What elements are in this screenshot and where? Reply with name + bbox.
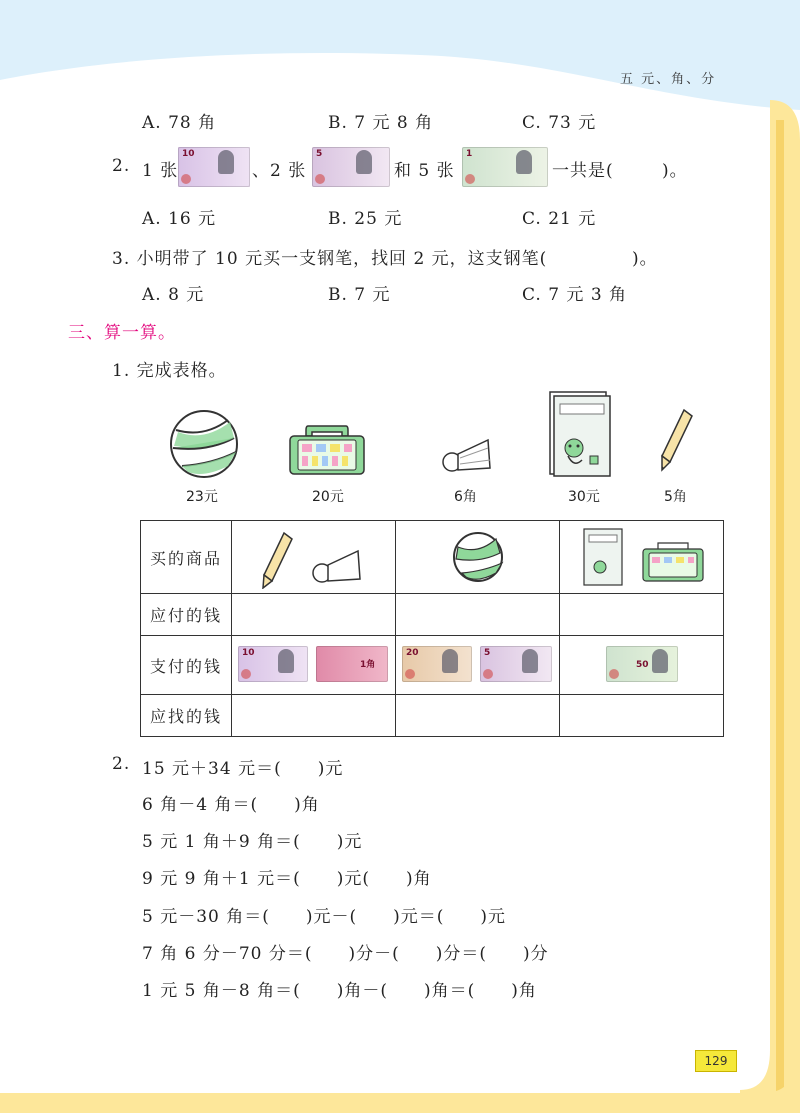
equation-line-5[interactable]: 5 元－30 角＝( )元－( )元＝( )元	[142, 907, 507, 927]
q2-option-b[interactable]: B. 25 元	[328, 209, 403, 229]
row-label-items: 买的商品	[141, 521, 232, 594]
q2-text-5: )。	[662, 161, 688, 181]
table-row	[141, 636, 724, 695]
banknote-5-yuan-icon: 5	[480, 646, 552, 682]
q2-text-3: 和 5 张	[394, 161, 455, 181]
volleyball-icon	[168, 408, 240, 480]
q3-text: 3. 小明带了 10 元买一支钢笔，找回 2 元，这支钢笔(	[112, 249, 548, 269]
change-cell-3[interactable]	[560, 695, 724, 737]
chapter-title: 五 元、角、分	[620, 72, 717, 87]
q3-option-b[interactable]: B. 7 元	[328, 285, 391, 305]
banknote-20-yuan-icon: 20	[402, 646, 472, 682]
task2-number: 2.	[112, 754, 131, 774]
due-cell-1[interactable]	[232, 594, 396, 636]
row-label-due: 应付的钱	[141, 594, 232, 636]
paid-cell-2	[396, 636, 560, 695]
price-pencil-case: 20元	[312, 489, 344, 505]
change-cell-1[interactable]	[232, 695, 396, 737]
price-book: 30元	[568, 489, 600, 505]
banknote-5-yuan-icon: 5	[312, 147, 390, 187]
q2-option-c[interactable]: C. 21 元	[522, 209, 597, 229]
q2-option-a[interactable]: A. 16 元	[142, 209, 217, 229]
banknote-50-yuan-icon: 50	[606, 646, 678, 682]
banknote-10-yuan-icon: 10	[238, 646, 308, 682]
equation-line-7[interactable]: 1 元 5 角－8 角＝( )角－( )角＝( )角	[142, 981, 537, 1001]
q2-number: 2.	[112, 156, 131, 176]
equation-line-4[interactable]: 9 元 9 角＋1 元＝( )元( )角	[142, 869, 432, 889]
equation-line-6[interactable]: 7 角 6 分－70 分＝( )分－( )分＝( )分	[142, 944, 549, 964]
banknote-1-jiao-icon: 1角	[316, 646, 388, 682]
q1-option-c[interactable]: C. 73 元	[522, 113, 597, 133]
equation-line-2[interactable]: 6 角－4 角＝( )角	[142, 795, 320, 815]
footer-background	[0, 1073, 800, 1113]
q2-text-1: 1 张	[142, 161, 179, 181]
pencil-icon	[260, 531, 294, 589]
paid-cell-3	[560, 636, 724, 695]
q1-option-a[interactable]: A. 78 角	[142, 113, 217, 133]
task1-title: 1. 完成表格。	[112, 361, 227, 381]
row-label-change: 应找的钱	[141, 695, 232, 737]
pencil-case-icon	[640, 539, 706, 585]
book-icon	[582, 527, 626, 587]
price-volleyball: 23元	[186, 489, 218, 505]
banknote-10-yuan-icon: 10	[178, 147, 250, 187]
shuttlecock-icon	[310, 545, 362, 585]
paid-cell-1	[232, 636, 396, 695]
q3-option-c[interactable]: C. 7 元 3 角	[522, 285, 628, 305]
page-number: 129	[695, 1050, 737, 1072]
equation-line-1[interactable]: 15 元＋34 元＝( )元	[142, 759, 344, 779]
due-cell-2[interactable]	[396, 594, 560, 636]
price-pencil: 5角	[664, 489, 687, 505]
table-row	[141, 521, 724, 594]
section-title: 三、算一算。	[68, 323, 176, 343]
shopping-table	[140, 520, 724, 737]
change-cell-2[interactable]	[396, 695, 560, 737]
q3-option-a[interactable]: A. 8 元	[142, 285, 205, 305]
volleyball-icon	[452, 531, 504, 583]
page-edge-decoration	[740, 0, 800, 1113]
pencil-case-icon	[286, 420, 368, 478]
equation-line-3[interactable]: 5 元 1 角＋9 角＝( )元	[142, 832, 363, 852]
table-row	[141, 695, 724, 737]
q2-text-4: 一共是(	[552, 161, 614, 181]
banknote-1-yuan-icon: 1	[462, 147, 548, 187]
row-label-paid: 支付的钱	[141, 636, 232, 695]
shuttlecock-icon	[440, 434, 492, 474]
items-cell-1	[232, 521, 396, 594]
pencil-icon	[658, 408, 694, 472]
q2-text-2: 、2 张	[252, 161, 307, 181]
q1-option-b[interactable]: B. 7 元 8 角	[328, 113, 434, 133]
due-cell-3[interactable]	[560, 594, 724, 636]
items-cell-2	[396, 521, 560, 594]
book-icon	[548, 390, 612, 478]
table-row	[141, 594, 724, 636]
price-shuttlecock: 6角	[454, 489, 477, 505]
q3-text-end: )。	[632, 249, 658, 269]
items-cell-3	[560, 521, 724, 594]
